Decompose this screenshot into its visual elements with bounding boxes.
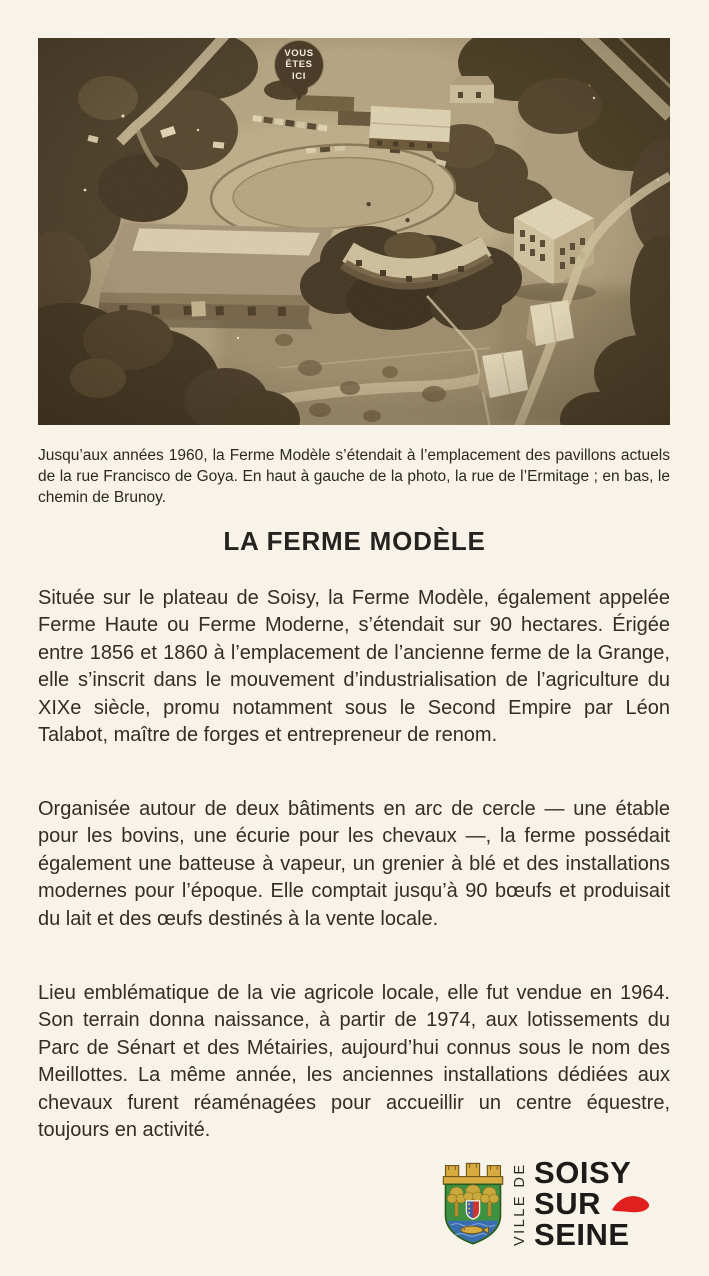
logo-line-sur: SUR [534,1185,601,1221]
pin-text-line: VOUS [284,48,314,60]
logo-city-name [534,1154,651,1252]
you-are-here-pin [275,41,323,89]
logo-line-seine: SEINE [534,1216,630,1252]
page-title: LA FERME MODÈLE [223,526,486,557]
paragraph-buildings: Organisée autour de deux bâtiments en arc de cercle — une étable pour les bovins, une écurie pour les chevaux —, la ferme possédait également une batteuse à vapeur, un grenier à blé et des installations modernes pour l’époque. Elle comptait jusqu’à 90 bœufs et produisait du lait et des œufs destinés à la vente locale. [38,798,670,930]
pin-text-line: ICI [292,70,306,82]
aerial-photo [38,38,670,425]
paragraph-history: Située sur le plateau de Soisy, la Ferme Modèle, également appelée Ferme Haute ou Ferme Moderne, s’étendait sur 90 hectares. Érigée entre 1856 et 1860 à l’emplacement de l’ancienne ferme de la Grange, elle s’inscrit dans le mouvement d’industrialisation de l’agriculture du XIXe siècle, promu notamment sous le Second Empire par Léon Talabot, maître de forges et entrepreneur de renom. [38,587,670,747]
logo-line-soisy: SOISY [534,1154,632,1190]
pin-text-line: ÊTES [285,59,313,71]
coat-of-arms-icon [438,1159,508,1247]
city-logo [438,1154,651,1252]
aerial-photo-illustration [38,38,670,425]
logo-ville-de: VILLE DE [512,1162,529,1246]
red-wave-icon [611,1193,651,1215]
paragraph-legacy: Lieu emblématique de la vie agricole locale, elle fut vendue en 1964. Son terrain donna naissance, à partir de 1974, aux lotissements du Parc de Sénart et des Métairies, aujourd’hui connus sous le nom des Meillottes. La même année, les anciennes installations dédiées aux chevaux furent réaménagées pour accueillir un centre équestre, toujours en activité. [38,982,670,1142]
photo-caption: Jusqu’aux années 1960, la Ferme Modèle s’étendait à l’emplacement des pavillons actuels de la rue Francisco de Goya. En haut à gauche de la photo, la rue de l’Ermitage ; en bas, le chemin de Brunoy. [38,446,670,506]
